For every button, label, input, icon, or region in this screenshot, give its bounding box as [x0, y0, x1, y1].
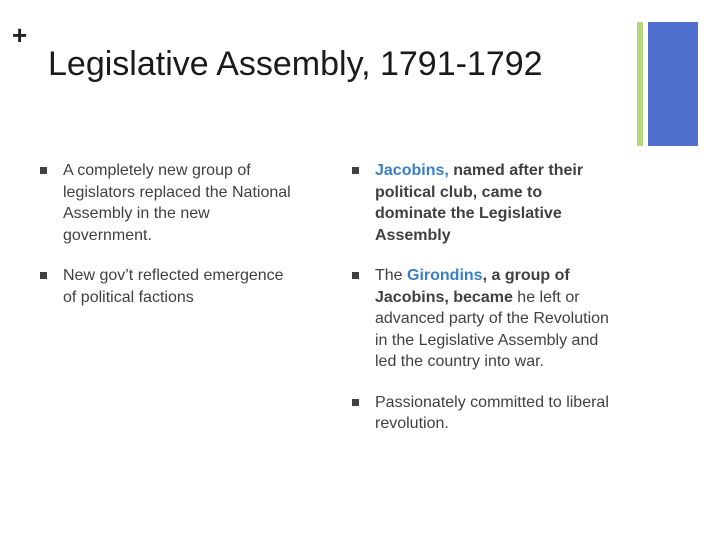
right-column	[352, 160, 617, 454]
square-bullet-icon	[352, 167, 359, 174]
bullet-item	[352, 265, 617, 373]
girondins-highlight: Girondins	[407, 267, 483, 284]
accent-bar-blue	[648, 22, 698, 146]
square-bullet-icon	[40, 272, 47, 279]
bullet-text: New gov’t reflected emergence of political factions	[63, 267, 284, 306]
left-column	[40, 160, 300, 327]
accent-bar-green	[637, 22, 643, 146]
bullet-text: he left or advanced party of the Revolution in the Legislative Assembly and led the country into war.	[375, 288, 609, 370]
square-bullet-icon	[352, 399, 359, 406]
bullet-text: Passionately committed to liberal revolution.	[375, 393, 609, 432]
bullet-item	[40, 160, 300, 246]
plus-sign: +	[12, 20, 28, 50]
bullet-text-prefix: The	[375, 267, 408, 284]
bullet-text-bold: , a group of Jacobins, became	[375, 267, 570, 306]
bullet-text: named after their political club, came to dominate the Legislative Assembly	[375, 162, 584, 244]
bullet-item	[352, 392, 617, 435]
slide-title: Legislative Assembly, 1791-1792	[48, 45, 543, 83]
jacobins-highlight: Jacobins,	[375, 162, 449, 179]
bullet-text: A completely new group of legislators replaced the National Assembly in the new government.	[63, 162, 291, 244]
bullet-item	[352, 160, 617, 246]
square-bullet-icon	[40, 167, 47, 174]
bullet-item	[40, 265, 300, 308]
square-bullet-icon	[352, 272, 359, 279]
